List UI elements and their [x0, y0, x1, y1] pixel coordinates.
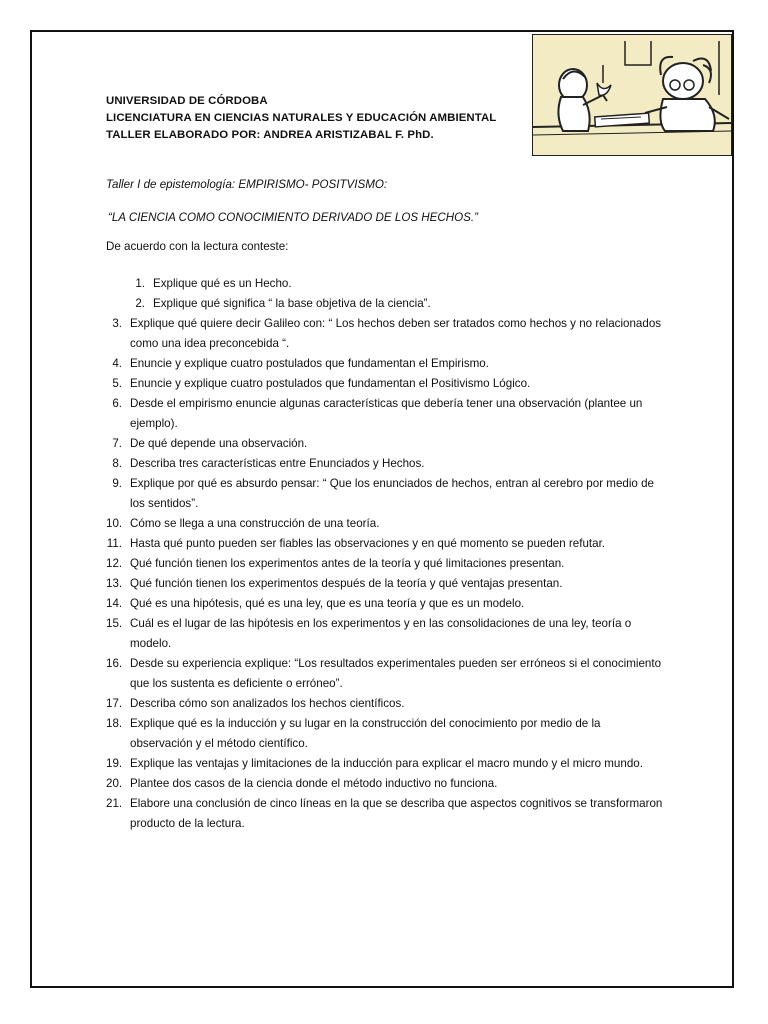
- question-item: [106, 474, 666, 514]
- question-text: Explique las ventajas y limitaciones de la inducción para explicar el macro mundo y el micro mundo.: [130, 757, 643, 770]
- question-number: 1.: [135, 277, 145, 290]
- question-text: Explique qué significa “ la base objetiva de la ciencia”.: [153, 297, 431, 310]
- question-text: Qué función tienen los experimentos después de la teoría y qué ventajas presentan.: [130, 577, 563, 590]
- author-line: TALLER ELABORADO POR: ANDREA ARISTIZABAL F. PhD.: [106, 129, 434, 141]
- question-item: [106, 514, 666, 534]
- question-item: [106, 454, 666, 474]
- question-number: 19.: [106, 757, 123, 770]
- question-item: [106, 794, 666, 834]
- quote-title: “LA CIENCIA COMO CONOCIMIENTO DERIVADO DE LOS HECHOS.”: [108, 211, 478, 224]
- question-item: [106, 714, 666, 754]
- question-number: 16.: [106, 657, 123, 670]
- question-text: Explique qué quiere decir Galileo con: “ Los hechos deben ser tratados como hechos y no relacionados como una idea preconcebida “.: [130, 317, 662, 350]
- question-text: Qué función tienen los experimentos antes de la teoría y qué limitaciones presentan.: [130, 557, 565, 570]
- question-text: Describa tres características entre Enunciados y Hechos.: [130, 457, 425, 470]
- document-header: [106, 93, 496, 144]
- question-item: [106, 774, 666, 794]
- question-text: Enuncie y explique cuatro postulados que fundamentan el Empirismo.: [130, 357, 489, 370]
- question-text: Desde el empirismo enuncie algunas características que debería tener una observación (plantee un ejemplo).: [130, 397, 643, 430]
- question-number: 12.: [106, 557, 123, 570]
- question-item: [106, 434, 666, 454]
- question-number: 5.: [112, 377, 122, 390]
- question-item: [106, 534, 666, 554]
- question-text: Qué es una hipótesis, qué es una ley, que es una teoría y que es un modelo.: [130, 597, 525, 610]
- question-number: 9.: [112, 477, 122, 490]
- question-text: Cómo se llega a una construcción de una teoría.: [130, 517, 380, 530]
- question-item: [106, 574, 666, 594]
- question-text: Explique por qué es absurdo pensar: “ Que los enunciados de hechos, entran al cerebro por medio de los sentidos”.: [130, 477, 654, 510]
- question-item: [106, 394, 666, 434]
- question-item: [106, 554, 666, 574]
- question-item: [106, 374, 666, 394]
- scientist-cartoon-illustration: [532, 34, 732, 156]
- question-item: [106, 314, 666, 354]
- instructions: De acuerdo con la lectura conteste:: [106, 240, 289, 253]
- question-text: Describa cómo son analizados los hechos científicos.: [130, 697, 405, 710]
- question-number: 21.: [106, 797, 123, 810]
- question-text: Hasta qué punto pueden ser fiables las observaciones y en qué momento se pueden refutar.: [130, 537, 606, 550]
- question-item: [106, 294, 666, 314]
- university-name: UNIVERSIDAD DE CÓRDOBA: [106, 95, 268, 107]
- question-text: De qué depende una observación.: [130, 437, 308, 450]
- question-item: [106, 354, 666, 374]
- question-item: [106, 694, 666, 714]
- question-number: 14.: [106, 597, 123, 610]
- question-number: 11.: [106, 537, 122, 550]
- program-name: LICENCIATURA EN CIENCIAS NATURALES Y EDUCACIÓN AMBIENTAL: [106, 112, 497, 124]
- question-item: [106, 654, 666, 694]
- question-item: [106, 614, 666, 654]
- question-text: Explique qué es un Hecho.: [153, 277, 292, 290]
- question-number: 10.: [106, 517, 123, 530]
- question-item: [106, 594, 666, 614]
- question-number: 8.: [112, 457, 122, 470]
- question-item: [106, 754, 666, 774]
- question-text: Plantee dos casos de la ciencia donde el método inductivo no funciona.: [130, 777, 498, 790]
- question-item: [106, 274, 666, 294]
- workshop-title: Taller I de epistemología: EMPIRISMO- POSITVISMO:: [106, 178, 388, 191]
- question-number: 17.: [106, 697, 123, 710]
- question-number: 6.: [112, 397, 122, 410]
- question-number: 7.: [112, 437, 122, 450]
- question-text: Desde su experiencia explique: “Los resultados experimentales pueden ser erróneos si el conocimiento que los sustenta es deficiente o erróneo”.: [130, 657, 662, 690]
- question-text: Cuál es el lugar de las hipótesis en los experimentos y en las consolidaciones de una ley, teoría o modelo.: [130, 617, 632, 650]
- question-text: Elabore una conclusión de cinco líneas en la que se describa que aspectos cognitivos se transformaron producto de la lectura.: [130, 797, 663, 830]
- question-number: 15.: [106, 617, 123, 630]
- question-number: 3.: [112, 317, 122, 330]
- question-text: Explique qué es la inducción y su lugar en la construcción del conocimiento por medio de la observación y el método científico.: [130, 717, 601, 750]
- question-number: 2.: [135, 297, 145, 310]
- question-number: 20.: [106, 777, 123, 790]
- question-number: 13.: [106, 577, 123, 590]
- question-text: Enuncie y explique cuatro postulados que fundamentan el Positivismo Lógico.: [130, 377, 531, 390]
- question-number: 4.: [112, 357, 122, 370]
- question-list: [106, 274, 666, 834]
- question-number: 18.: [106, 717, 123, 730]
